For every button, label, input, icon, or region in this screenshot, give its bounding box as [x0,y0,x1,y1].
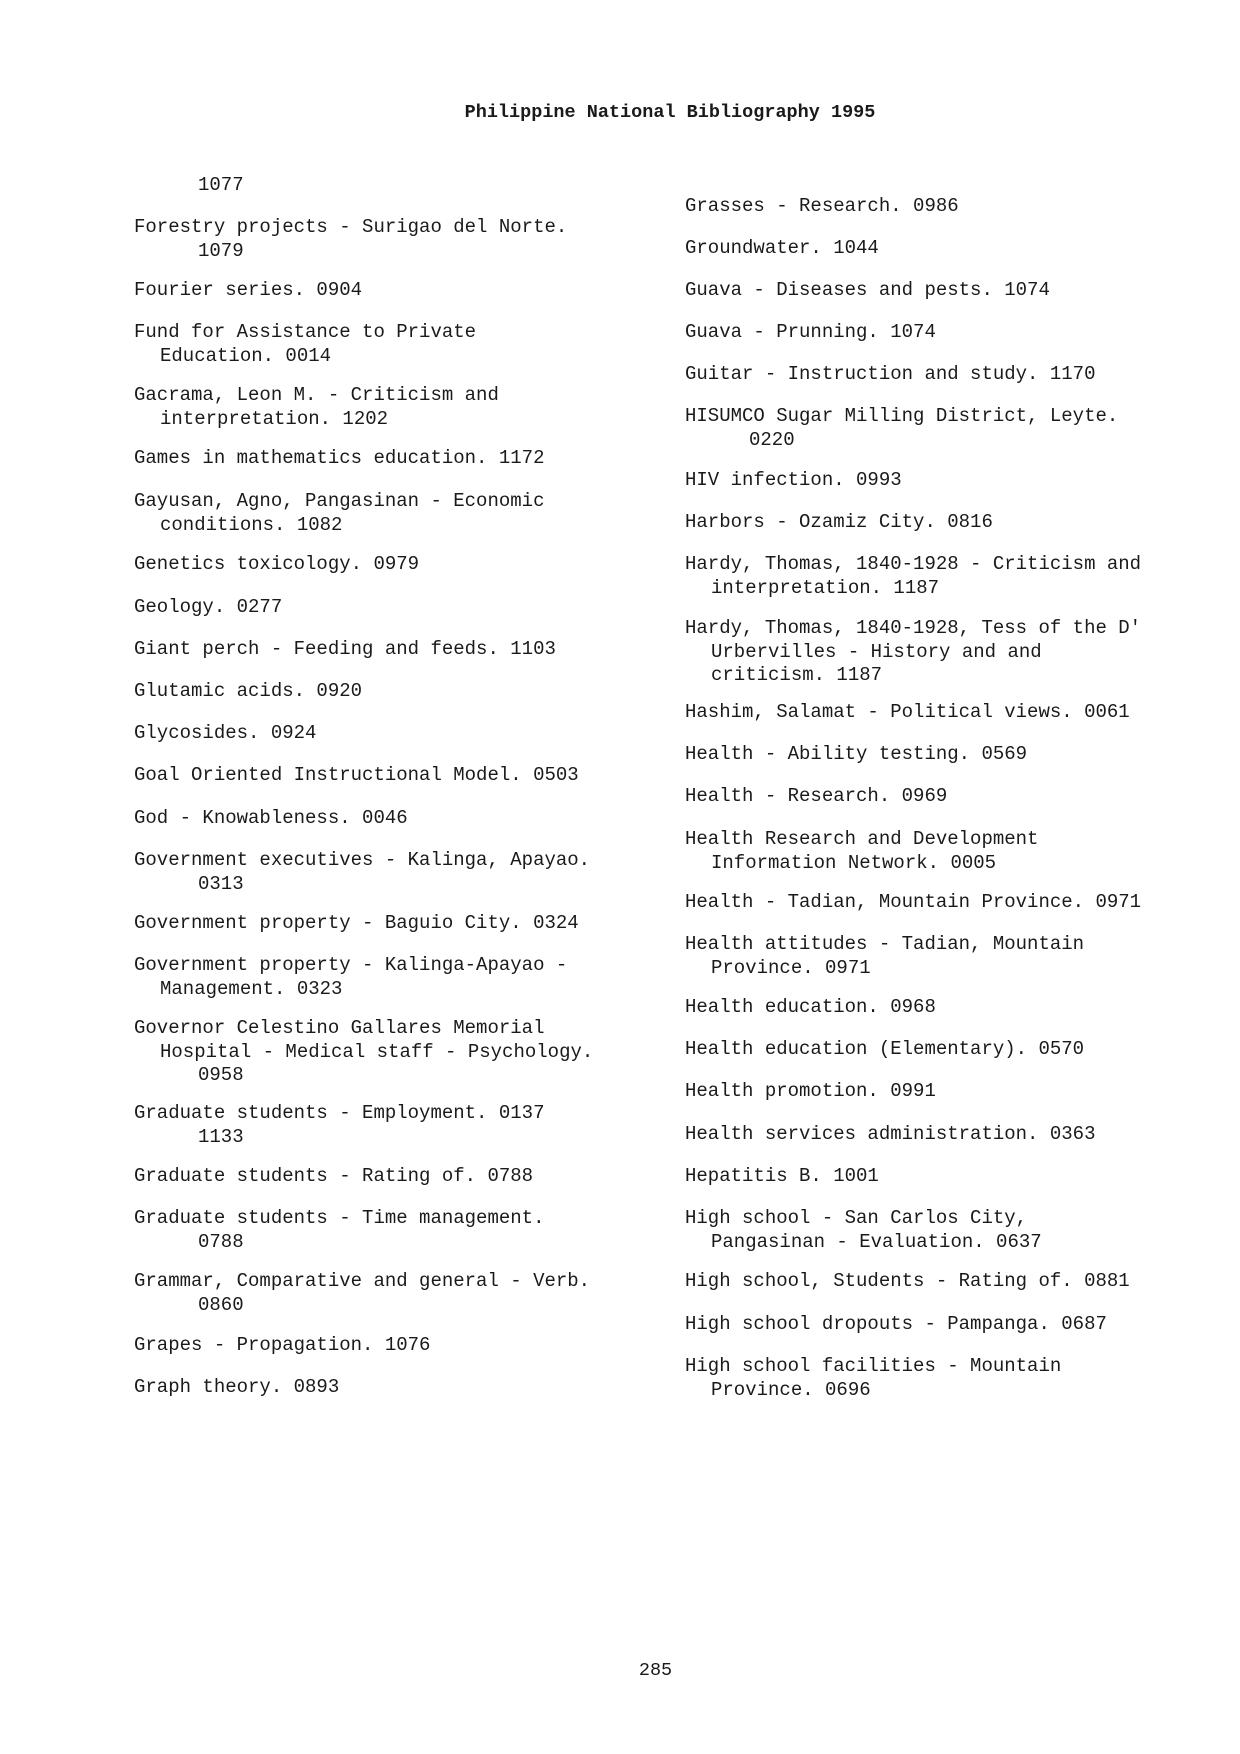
entry-heading-line: Guitar - Instruction and study. 1170 [685,363,1096,385]
entry-heading-line: Health promotion. 0991 [685,1080,936,1102]
entry-heading-line: Health - Ability testing. 0569 [685,743,1028,765]
index-entry [134,279,362,303]
entry-heading-line: Health services administration. 0363 [685,1123,1096,1145]
index-entry [134,807,408,831]
index-entry [134,447,544,471]
index-entry [134,912,579,936]
page-number: 285 [638,1660,673,1681]
entry-heading-line: Hashim, Salamat - Political views. 0061 [685,701,1130,723]
entry-continuation-line: Hospital - Medical staff - Psychology. [160,1040,594,1063]
index-entry [134,680,362,704]
entry-heading-line: Health education (Elementary). 0570 [685,1038,1085,1060]
entry-heading-line: Giant perch - Feeding and feeds. 1103 [134,638,556,660]
entry-continuation-line: Province. 0971 [711,956,871,979]
entry-heading-line: Guava - Prunning. 1074 [685,321,936,343]
entry-heading-line: Glutamic acids. 0920 [134,680,363,702]
entry-heading-line: High school facilities - Mountain [685,1355,1062,1377]
entry-continuation-line: 1079 [198,239,244,262]
entry-heading-line: Health attitudes - Tadian, Mountain [685,933,1085,955]
entry-heading-line: Hepatitis B. 1001 [685,1165,879,1187]
entry-heading-line: Glycosides. 0924 [134,722,317,744]
entry-heading-line: Gayusan, Agno, Pangasinan - Economic [134,490,545,512]
entry-heading-line: Health Research and Development [685,828,1039,850]
index-entry [685,1165,879,1189]
index-entry [134,490,544,537]
entry-heading-line: Governor Celestino Gallares Memorial [134,1017,545,1039]
entry-heading-line: Government property - Kalinga-Apayao - [134,954,568,976]
entry-heading-line: High school dropouts - Pampanga. 0687 [685,1313,1107,1335]
index-entry [685,321,936,345]
index-entry [685,701,1130,725]
index-entry [685,1355,1061,1402]
entry-continuation-line: Pangasinan - Evaluation. 0637 [711,1230,1042,1253]
entry-heading-line: Hardy, Thomas, 1840-1928 - Criticism and [685,553,1142,575]
entry-heading-line: Harbors - Ozamiz City. 0816 [685,511,993,533]
entry-heading-line: HISUMCO Sugar Milling District, Leyte. [685,405,1119,427]
entry-continuation-line: 0958 [198,1064,244,1086]
index-entry [685,828,1038,875]
index-entry [134,216,567,263]
entry-heading-line: Gacrama, Leon M. - Criticism and [134,384,499,406]
index-entry [134,1376,339,1400]
index-entry [134,1102,544,1149]
index-entry [134,1017,593,1088]
entry-heading-line: Fund for Assistance to Private [134,321,477,343]
entry-heading-line: Graduate students - Employment. 0137 [134,1102,545,1124]
index-entry [134,638,556,662]
entry-heading-line: Genetics toxicology. 0979 [134,553,420,575]
entry-continuation-line: 0788 [198,1230,244,1253]
index-entry [134,174,244,198]
index-entry [685,785,947,809]
entry-heading-line: Health - Research. 0969 [685,785,948,807]
index-entry [134,596,282,620]
entry-continuation-line: 0220 [749,428,795,451]
index-entry [685,195,959,219]
index-entry [685,279,1050,303]
entry-heading-line: Graduate students - Time management. [134,1207,545,1229]
entry-continuation-line: Province. 0696 [711,1378,871,1401]
entry-heading-line: Grasses - Research. 0986 [685,195,959,217]
entry-continuation-line: interpretation. 1187 [711,576,940,599]
entry-heading-line: 1077 [198,174,244,196]
index-entry [685,1270,1130,1294]
index-entry [685,617,1141,688]
entry-continuation-line: 0313 [198,872,244,895]
entry-continuation-line: criticism. 1187 [711,664,883,686]
entry-heading-line: Games in mathematics education. 1172 [134,447,545,469]
page-title: Philippine National Bibliography 1995 [464,102,876,123]
index-entry [685,743,1027,767]
index-entry [134,722,316,746]
entry-heading-line: Graduate students - Rating of. 0788 [134,1165,534,1187]
index-entry [685,996,936,1020]
index-entry [685,933,1084,980]
index-entry [134,1207,544,1254]
entry-heading-line: God - Knowableness. 0046 [134,807,408,829]
index-entry [134,384,499,431]
entry-heading-line: Hardy, Thomas, 1840-1928, Tess of the D' [685,617,1142,639]
entry-heading-line: Guava - Diseases and pests. 1074 [685,279,1050,301]
entry-continuation-line: Management. 0323 [160,977,343,1000]
entry-heading-line: Government property - Baguio City. 0324 [134,912,579,934]
index-entry [685,553,1141,600]
index-entry [134,1165,533,1189]
entry-heading-line: Grapes - Propagation. 1076 [134,1334,431,1356]
index-entry [685,469,902,493]
entry-continuation-line: Urbervilles - History and and [711,640,1042,663]
entry-continuation-line: conditions. 1082 [160,513,343,536]
index-entry [134,1334,430,1358]
index-entry [134,849,590,896]
entry-heading-line: High school - San Carlos City, [685,1207,1028,1229]
index-entry [685,237,879,261]
entry-continuation-line: interpretation. 1202 [160,407,389,430]
index-entry [685,1123,1095,1147]
entry-heading-line: Health education. 0968 [685,996,936,1018]
index-entry [134,553,419,577]
entry-heading-line: Geology. 0277 [134,596,283,618]
entry-continuation-line: 1133 [198,1125,244,1148]
entry-heading-line: Groundwater. 1044 [685,237,879,259]
entry-continuation-line: Education. 0014 [160,344,332,367]
entry-heading-line: Fourier series. 0904 [134,279,363,301]
entry-continuation-line: Information Network. 0005 [711,851,997,874]
entry-heading-line: Health - Tadian, Mountain Province. 0971 [685,891,1142,913]
index-entry [685,1038,1084,1062]
entry-heading-line: Grammar, Comparative and general - Verb. [134,1270,591,1292]
index-entry [685,891,1141,915]
index-entry [134,764,579,788]
index-entry [685,1080,936,1104]
index-entry [685,1207,1042,1254]
entry-heading-line: High school, Students - Rating of. 0881 [685,1270,1130,1292]
index-entry [685,511,993,535]
entry-heading-line: Forestry projects - Surigao del Norte. [134,216,568,238]
entry-heading-line: Graph theory. 0893 [134,1376,340,1398]
index-entry [685,1313,1107,1337]
index-entry [134,1270,590,1317]
index-entry [134,321,476,368]
entry-heading-line: HIV infection. 0993 [685,469,902,491]
entry-heading-line: Goal Oriented Instructional Model. 0503 [134,764,579,786]
entry-continuation-line: 0860 [198,1293,244,1316]
entry-heading-line: Government executives - Kalinga, Apayao. [134,849,591,871]
index-entry [685,363,1095,387]
index-entry [134,954,567,1001]
index-entry [685,405,1118,452]
